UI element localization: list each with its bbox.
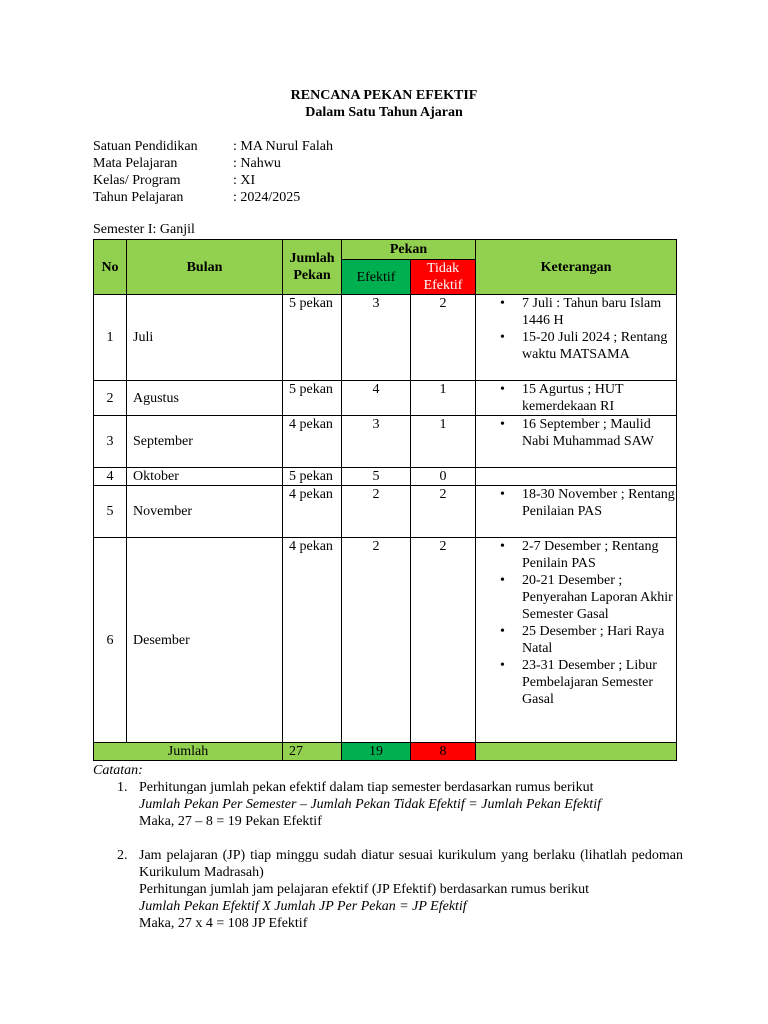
total-label: Jumlah	[94, 743, 283, 761]
document-title: RENCANA PEKAN EFEKTIF	[290, 88, 478, 103]
note-text: Perhitungan jumlah pekan efektif dalam tiap semester berdasarkan rumus berikut	[139, 780, 594, 795]
list-item: • 7 Juli : Tahun baru Islam 1446 H	[500, 295, 676, 329]
note-result: Maka, 27 x 4 = 108 JP Efektif	[139, 916, 308, 931]
table-row	[94, 538, 677, 743]
table-row	[94, 468, 677, 486]
cell-tidak-efektif: 2	[411, 295, 476, 381]
cell-keterangan	[476, 486, 677, 538]
note-number: 1.	[117, 780, 128, 795]
cell-keterangan	[476, 538, 677, 743]
cell-tidak-efektif: 2	[411, 538, 476, 743]
note-text-2: Perhitungan jumlah jam pelajaran efektif (JP Efektif) berdasarkan rumus berikut	[139, 882, 590, 897]
cell-no: 6	[94, 538, 127, 743]
cell-jumlah: 4 pekan	[283, 416, 342, 468]
document-subtitle: Dalam Satu Tahun Ajaran	[305, 105, 463, 120]
table-row	[94, 381, 677, 416]
cell-bulan: Juli	[127, 295, 283, 381]
note-text: Jam pelajaran (JP) tiap minggu sudah diatur sesuai kurikulum yang berlaku (lihatlah pedoman Kurikulum Madrasah)	[139, 848, 683, 880]
cell-no: 5	[94, 486, 127, 538]
note-number: 2.	[117, 848, 128, 863]
header-tidak-efektif: Tidak Efektif	[411, 260, 476, 295]
header-no: No	[94, 240, 127, 295]
cell-tidak-efektif: 2	[411, 486, 476, 538]
meta-value: : 2024/2025	[233, 190, 301, 205]
list-item: • 20-21 Desember ; Penyerahan Laporan Akhir Semester Gasal	[500, 572, 676, 623]
cell-efektif: 2	[342, 538, 411, 743]
total-tidak-efektif: 8	[411, 743, 476, 761]
note-item-1	[93, 779, 683, 830]
meta-value: : MA Nurul Falah	[233, 139, 333, 154]
cell-no: 3	[94, 416, 127, 468]
cell-keterangan	[476, 381, 677, 416]
cell-no: 4	[94, 468, 127, 486]
meta-value: : XI	[233, 173, 256, 188]
list-item: • 16 September ; Maulid Nabi Muhammad SAW	[500, 416, 676, 450]
note-item-2	[93, 847, 683, 932]
list-item: • 18-30 November ; Rentang Penilaian PAS	[500, 486, 676, 520]
total-keterangan	[476, 743, 677, 761]
cell-tidak-efektif: 1	[411, 381, 476, 416]
cell-tidak-efektif: 1	[411, 416, 476, 468]
cell-keterangan	[476, 295, 677, 381]
cell-no: 2	[94, 381, 127, 416]
cell-jumlah: 5 pekan	[283, 295, 342, 381]
header-keterangan: Keterangan	[476, 240, 677, 295]
meta-key: Kelas/ Program	[93, 173, 181, 188]
table-row	[94, 416, 677, 468]
notes-heading: Catatan:	[93, 763, 143, 778]
header-bulan: Bulan	[127, 240, 283, 295]
cell-efektif: 3	[342, 295, 411, 381]
cell-bulan: Oktober	[127, 468, 283, 486]
cell-jumlah: 5 pekan	[283, 468, 342, 486]
pekan-efektif-table	[93, 239, 677, 761]
list-item: • 2-7 Desember ; Rentang Penilain PAS	[500, 538, 676, 572]
notes-section	[93, 762, 683, 932]
meta-key: Tahun Pelajaran	[93, 190, 184, 205]
header-jumlah-pekan: Jumlah Pekan	[283, 240, 342, 295]
list-item: • 23-31 Desember ; Libur Pembelajaran Semester Gasal	[500, 657, 676, 708]
total-efektif: 19	[342, 743, 411, 761]
note-formula: Jumlah Pekan Efektif X Jumlah JP Per Pekan = JP Efektif	[139, 899, 467, 914]
cell-bulan: September	[127, 416, 283, 468]
note-result: Maka, 27 – 8 = 19 Pekan Efektif	[139, 814, 322, 829]
cell-efektif: 5	[342, 468, 411, 486]
cell-bulan: November	[127, 486, 283, 538]
cell-bulan: Desember	[127, 538, 283, 743]
semester-label: Semester I: Ganjil	[93, 222, 195, 237]
cell-efektif: 3	[342, 416, 411, 468]
table-row	[94, 486, 677, 538]
total-row	[94, 743, 677, 761]
cell-jumlah: 4 pekan	[283, 486, 342, 538]
meta-value: : Nahwu	[233, 156, 281, 171]
table-row	[94, 295, 677, 381]
cell-keterangan	[476, 416, 677, 468]
list-item: • 25 Desember ; Hari Raya Natal	[500, 623, 676, 657]
total-jumlah: 27	[283, 743, 342, 761]
cell-no: 1	[94, 295, 127, 381]
list-item: • 15-20 Juli 2024 ; Rentang waktu MATSAMA	[500, 329, 676, 363]
cell-efektif: 4	[342, 381, 411, 416]
meta-key: Mata Pelajaran	[93, 156, 178, 171]
cell-tidak-efektif: 0	[411, 468, 476, 486]
cell-bulan: Agustus	[127, 381, 283, 416]
cell-keterangan	[476, 468, 677, 486]
cell-jumlah: 5 pekan	[283, 381, 342, 416]
cell-efektif: 2	[342, 486, 411, 538]
header-efektif: Efektif	[342, 260, 411, 295]
note-formula: Jumlah Pekan Per Semester – Jumlah Pekan Tidak Efektif = Jumlah Pekan Efektif	[139, 797, 601, 812]
meta-key: Satuan Pendidikan	[93, 139, 198, 154]
cell-jumlah: 4 pekan	[283, 538, 342, 743]
header-pekan: Pekan	[342, 240, 476, 260]
list-item: • 15 Agurtus ; HUT kemerdekaan RI	[500, 381, 676, 415]
